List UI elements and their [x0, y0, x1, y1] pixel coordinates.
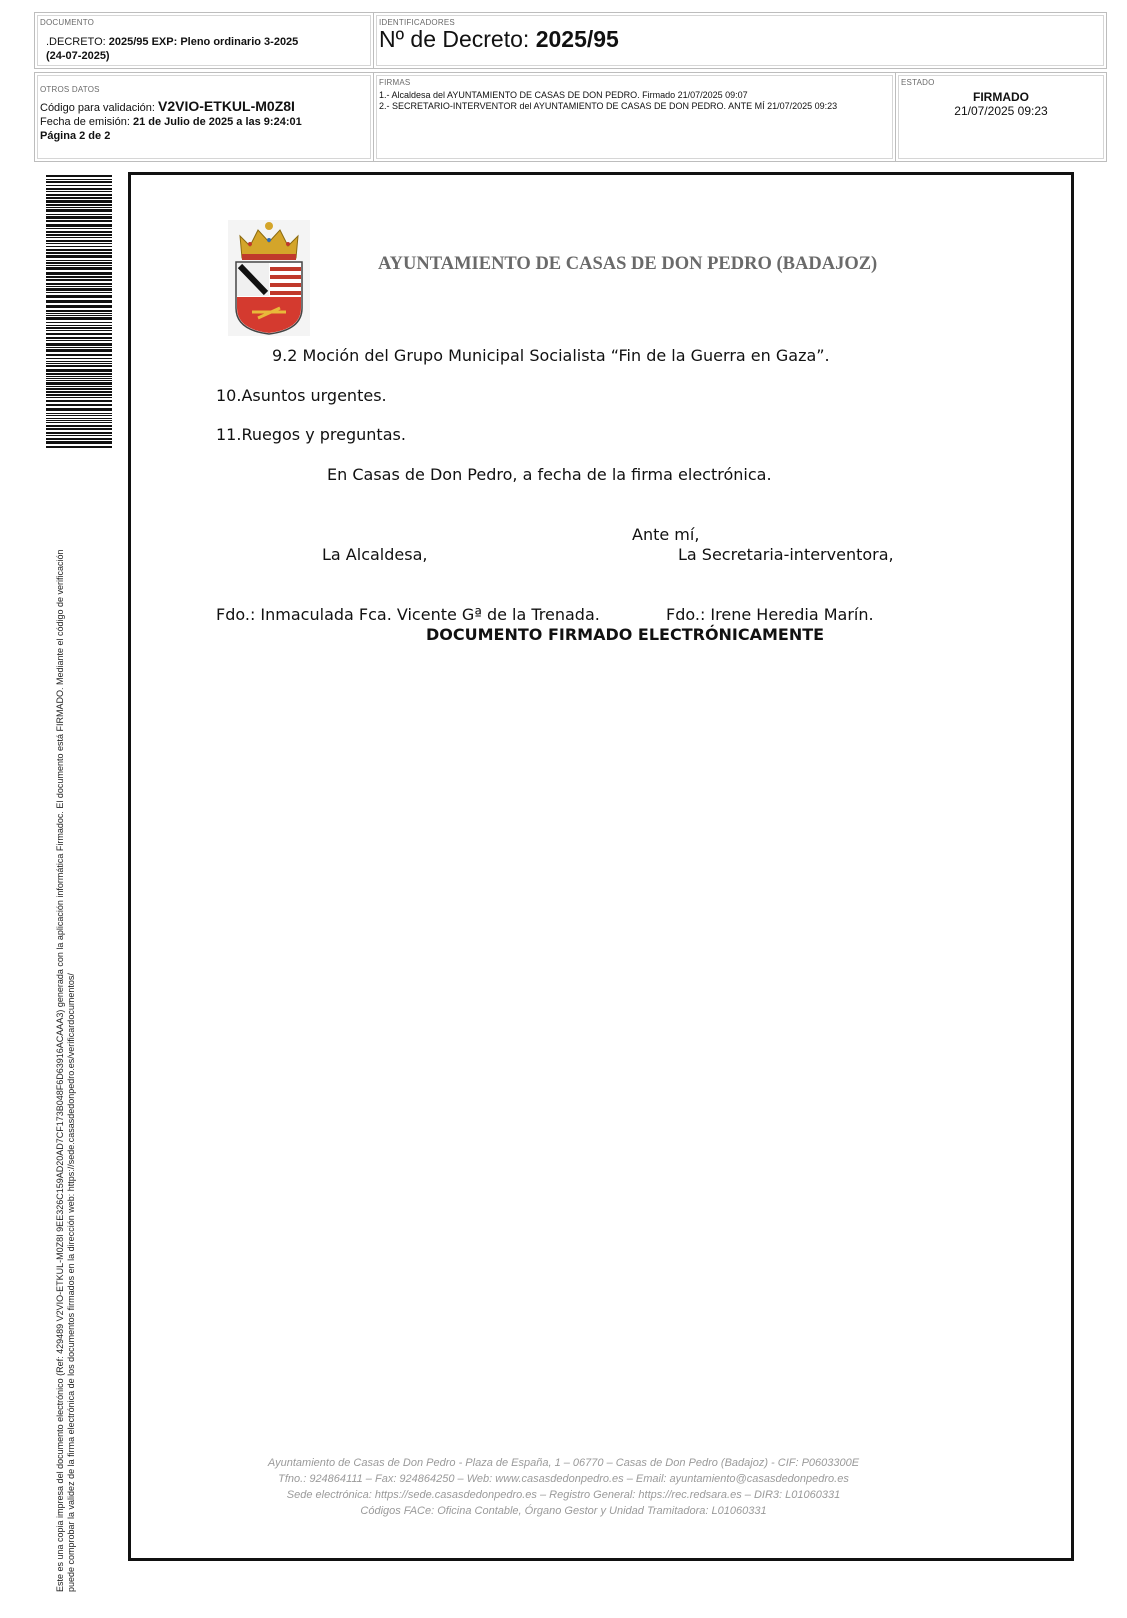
place-date-line: En Casas de Don Pedro, a fecha de la firma electrónica. — [327, 465, 772, 484]
footer-face-codes: Códigos FACe: Oficina Contable, Órgano Gestor y Unidad Tramitadora: L01060331 — [360, 1505, 767, 1517]
document-page — [128, 172, 1074, 1561]
decreto-label: Nº de Decreto: — [379, 26, 530, 52]
header-firmas-cell — [373, 72, 896, 162]
footer-sede: Sede electrónica: https://sede.casasdedonpedro.es – Registro General: https://rec.redsara.es – DIR3: L01060331 — [286, 1489, 841, 1501]
agenda-item-9-2: 9.2 Moción del Grupo Municipal Socialista “Fin de la Guerra en Gaza”. — [272, 346, 830, 365]
documento-line2: (24-07-2025) — [46, 50, 110, 62]
estado-date: 21/07/2025 09:23 — [954, 104, 1048, 118]
documento-caption: DOCUMENTO — [40, 18, 95, 27]
decreto-number — [379, 26, 619, 53]
fecha-value: 21 de Julio de 2025 a las 9:24:01 — [132, 116, 302, 128]
agenda-item-10: 10.Asuntos urgentes. — [216, 386, 387, 405]
secretaria-title: La Secretaria-interventora, — [678, 545, 894, 564]
otros-datos-caption: OTROS DATOS — [40, 85, 100, 94]
agenda-item-11: 11.Ruegos y preguntas. — [216, 425, 406, 444]
estado-value: FIRMADO — [973, 90, 1029, 104]
fecha-label: Fecha de emisión: — [40, 116, 130, 128]
codigo-label: Código para validación: — [40, 102, 155, 114]
fecha-emision — [40, 115, 302, 129]
verification-side-text-1: Este es una copia impresa del documento electrónico (Ref: 429489 V2VIO-ETKUL-M0Z8I 9EE326C159AD20AD7CF173B048F6D63916ACAAA3) generada con la aplicación informática Firmadoc. El documento está FIRMADO. Mediante el código de verificación — [55, 549, 65, 1592]
ante-mi: Ante mí, — [632, 525, 700, 544]
identificadores-caption: IDENTIFICADORES — [379, 18, 455, 27]
documento-line1 — [46, 35, 366, 49]
estado-caption: ESTADO — [901, 78, 935, 87]
documento-prefix: .DECRETO: — [46, 36, 106, 48]
decreto-value: 2025/95 — [535, 26, 619, 52]
verification-side-text-2: puede comprobar la validez de la firma electrónica de los documentos firmados en la dirección web: https://sede.casasdedonpedro.es/verificardocumentos/ — [66, 973, 76, 1592]
firma-item: 2.- SECRETARIO-INTERVENTOR del AYUNTAMIENTO DE CASAS DE DON PEDRO. ANTE MÍ 21/07/2025 09:23 — [379, 101, 838, 111]
pagina: Página 2 de 2 — [40, 130, 111, 142]
footer-address: Ayuntamiento de Casas de Don Pedro - Plaza de España, 1 – 06770 – Casas de Don Pedro (Badajoz) - CIF: P0603300E — [267, 1457, 860, 1469]
signature-secretaria: Fdo.: Irene Heredia Marín. — [666, 605, 874, 624]
signature-alcaldesa: Fdo.: Inmaculada Fca. Vicente Gª de la Trenada. — [216, 605, 600, 624]
footer-contact: Tfno.: 924864111 – Fax: 924864250 – Web: www.casasdedonpedro.es – Email: ayuntamiento@casasdedonpedro.es — [278, 1473, 849, 1485]
municipality-title: AYUNTAMIENTO DE CASAS DE DON PEDRO (BADAJOZ) — [378, 254, 878, 274]
alcaldesa-title: La Alcaldesa, — [322, 545, 428, 564]
codigo-validacion — [40, 99, 295, 115]
barcode — [46, 175, 112, 451]
documento-bold: 2025/95 EXP: Pleno ordinario 3-2025 — [108, 36, 299, 48]
codigo-value: V2VIO-ETKUL-M0Z8I — [158, 98, 295, 114]
signed-electronically-notice: DOCUMENTO FIRMADO ELECTRÓNICAMENTE — [426, 625, 825, 644]
coat-of-arms-logo — [228, 220, 310, 336]
firmas-caption: FIRMAS — [379, 78, 411, 87]
firma-item: 1.- Alcaldesa del AYUNTAMIENTO DE CASAS DE DON PEDRO. Firmado 21/07/2025 09:07 — [379, 90, 748, 100]
